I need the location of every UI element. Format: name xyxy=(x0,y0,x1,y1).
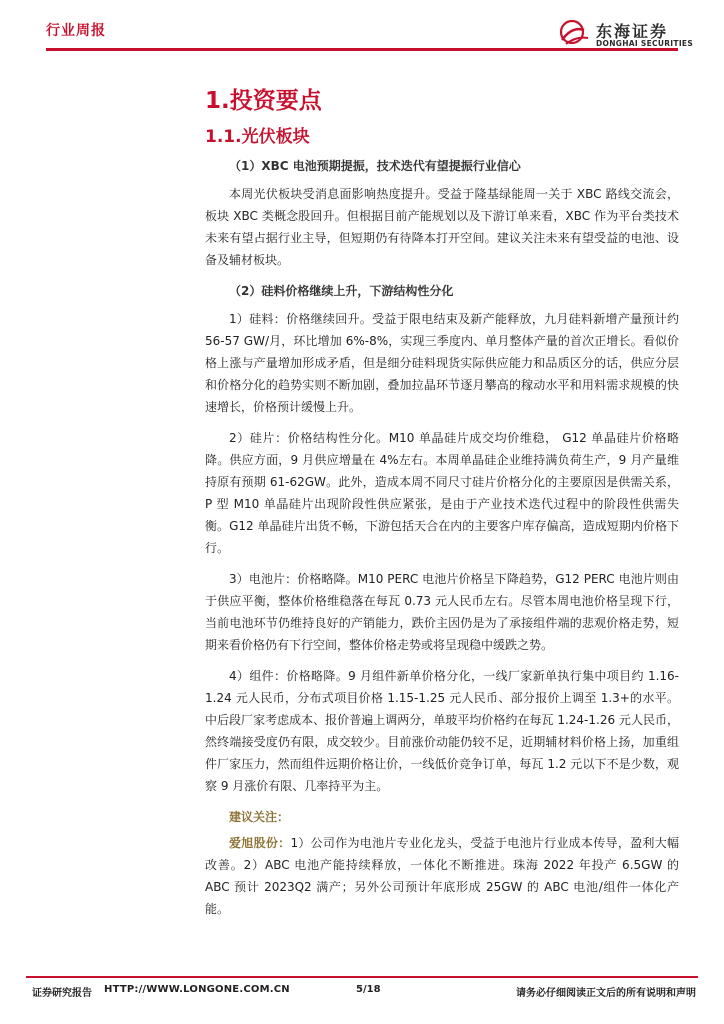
paragraph xyxy=(205,832,679,920)
body-content xyxy=(205,155,679,929)
recommendation-heading: 建议关注： xyxy=(229,810,290,824)
logo-cn: 东海证券 xyxy=(596,22,669,41)
subsection-title: 1.1.光伏板块 xyxy=(205,127,310,147)
footer-label: 证券研究报告 xyxy=(32,988,92,999)
paragraph: 1）硅料：价格继续回升。受益于限电结束及新产能释放，九月硅料新增产量预计约 56-57 GW/月，环比增加 6%-8%，实现三季度内、单月整体产量的首次正增长。看似价格上涨与产量增加形成矛盾，但是细分硅料现货实际供应能力和品质区分的话，供应分层和价格分化的趋势实则不断加剧，叠加拉晶环节逐月攀高的稼动水平和用料需求规模的快速增长，价格预计缓慢上升。 xyxy=(205,312,679,414)
header-rule xyxy=(46,48,678,51)
logo xyxy=(556,18,694,50)
page-number: 5/18 xyxy=(356,984,381,995)
logo-en: DONGHAI SECURITIES xyxy=(596,39,694,48)
paragraph-text: 1）公司作为电池片专业化龙头，受益于电池片行业成本传导，盈利大幅改善。2）ABC 电池产能持续释放，一体化不断推进。珠海 2022 年投产 6.5GW 的 ABC 预计 2023Q2 满产；另外公司预计年底形成 25GW 的 ABC 电池/组件一体化产能。 xyxy=(205,836,679,916)
subheading: （1）XBC 电池预期提振，技术迭代有望提振行业信心 xyxy=(229,159,521,173)
subheading: （2）硅料价格继续上升，下游结构性分化 xyxy=(229,284,454,298)
section-title: 1.投资要点 xyxy=(205,88,322,114)
paragraph: 4）组件：价格略降。9 月组件新单价格分化，一线厂家新单执行集中项目约 1.16-1.24 元人民币，分布式项目价格 1.15-1.25 元人民币、部分报价上调至 1.3+的水平。中后段厂家考虑成本、报价普遍上调两分，单玻平均价格约在每瓦 1.24-1.26 元人民币，然终端接受度仍有限，成交较少。目前涨价动能仍较不足，近期辅材料价格上扬，加重组件厂家压力，然而组件远期价格让价，一线低价竞争订单，每瓦 1.2 元以下不是少数，观察 9 月涨价有限、几率持平为主。 xyxy=(205,669,679,793)
footer-rule xyxy=(26,976,698,978)
header-tag: 行业周报 xyxy=(46,23,106,39)
footer-disclaimer: 请务必仔细阅读正文后的所有说明和声明 xyxy=(516,988,696,999)
paragraph: 本周光伏板块受消息面影响热度提升。受益于隆基绿能周一关于 XBC 路线交流会，板块 XBC 类概念股回升。但根据目前产能规划以及下游订单来看，XBC 作为平台类技术未来有望占据行业主导，但短期仍有待降本打开空间。建议关注未来有望受益的电池、设备及辅材板块。 xyxy=(205,187,679,267)
paragraph: 2）硅片：价格结构性分化。M10 单晶硅片成交均价维稳， G12 单晶硅片价格略降。供应方面，9 月供应增量在 4%左右。本周单晶硅企业维持满负荷生产，9 月产量维持原有预期 61-62GW。此外，造成本周不同尺寸硅片价格分化的主要原因是供需关系，P 型 M10 单晶硅片出现阶段性供应紧张，是由于产业技术迭代过程中的阶段性供需失衡。G12 单晶硅片出货不畅，下游包括天合在内的主要客户库存偏高，造成短期内价格下行。 xyxy=(205,431,679,555)
footer-url[interactable]: HTTP://WWW.LONGONE.COM.CN xyxy=(104,984,290,995)
logo-mark-icon xyxy=(556,18,592,50)
paragraph: 3）电池片：价格略降。M10 PERC 电池片价格呈下降趋势，G12 PERC 电池片则由于供应平衡，整体价格维稳落在每瓦 0.73 元人民币左右。尽管本周电池价格呈现下行，当前电池环节仍维持良好的产销能力，跌价主因仍是为了承接组件端的悲观价格走势，短期来看价格仍有下行空间，整体价格走势或将呈现稳中缓跌之势。 xyxy=(205,572,679,652)
company-name: 爱旭股份： xyxy=(229,836,291,850)
